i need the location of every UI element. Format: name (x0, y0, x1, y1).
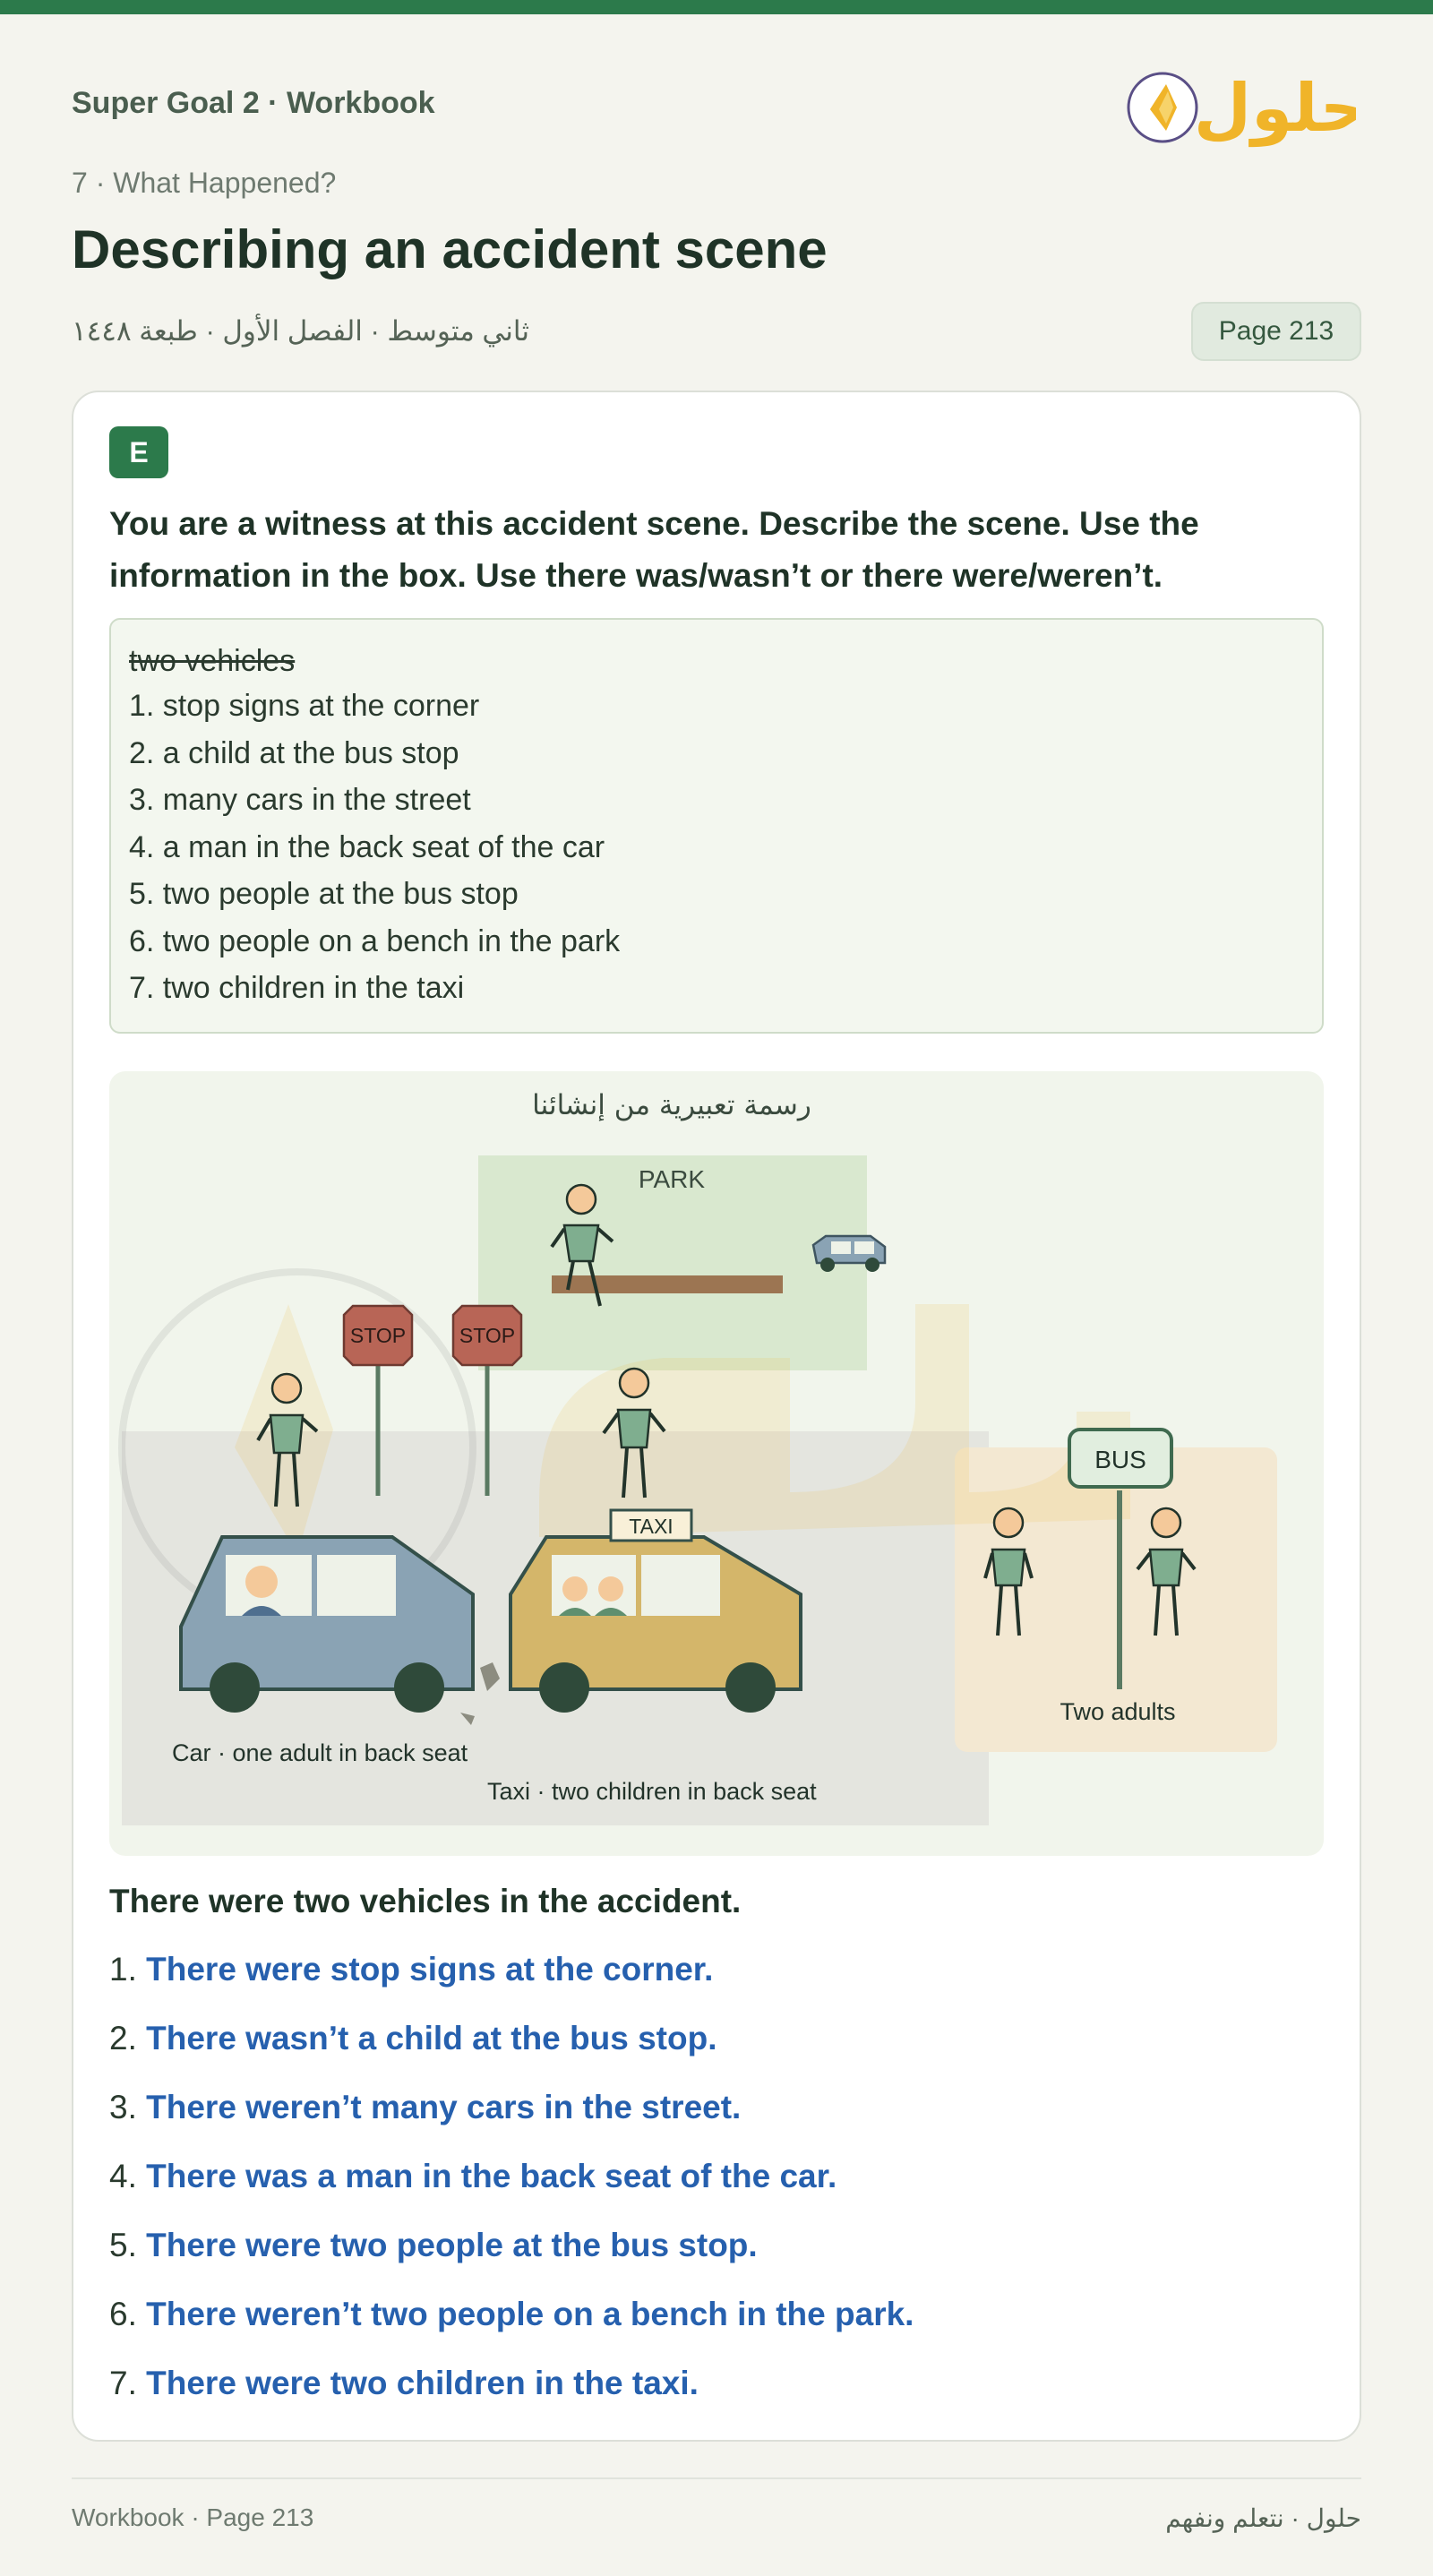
answer-number: 7. (109, 2365, 137, 2401)
answer-text: There were stop signs at the corner. (146, 1951, 714, 1988)
answer-number: 3. (109, 2089, 137, 2125)
answer-number: 5. (109, 2227, 137, 2263)
stop-sign-label: STOP (349, 1324, 407, 1347)
crossed-example-item: two vehicles (129, 644, 296, 678)
answer-text: There were two children in the taxi. (146, 2365, 699, 2401)
answer-line (109, 2142, 1327, 2211)
box-item: 4. a man in the back seat of the car (129, 829, 605, 864)
answer-line (109, 2280, 1327, 2348)
answer-line (109, 2073, 1327, 2142)
answer-sentences (109, 1868, 1327, 2417)
park-label: PARK (638, 1165, 706, 1193)
box-item: 6. two people on a bench in the park (129, 923, 621, 958)
exercise-instruction: You are a witness at this accident scene. Describe the scene. Use the information in the box. Use there was/wasn’t or there were/weren’t. (109, 505, 1199, 594)
box-item: 5. two people at the bus stop (129, 877, 519, 911)
answer-line (109, 2004, 1327, 2073)
box-item: 1. stop signs at the corner (129, 689, 480, 723)
arabic-subtitle: ثاني متوسط · الفصل الأول · طبعة ١٤٤٨ (72, 315, 529, 347)
accident-scene-illustration (109, 1071, 1324, 1856)
stop-sign-label: STOP (459, 1324, 516, 1347)
bus-sign-label: BUS (1094, 1446, 1146, 1473)
taxi-sign-label: TAXI (629, 1515, 674, 1538)
example-sentence: There were two vehicles in the accident. (109, 1883, 742, 1919)
bus-stop-caption: Two adults (1060, 1698, 1176, 1725)
car-caption: Car · one adult in back seat (172, 1739, 468, 1766)
answer-number: 2. (109, 2020, 137, 2057)
page-number-badge: Page 213 (1191, 302, 1361, 361)
car-passenger (245, 1566, 278, 1598)
answer-line (109, 2348, 1327, 2417)
exercise-letter-badge: E (109, 426, 168, 478)
answer-line (109, 2211, 1327, 2280)
book-title: Super Goal 2 · Workbook (72, 86, 435, 120)
answer-text: There were two people at the bus stop. (146, 2227, 758, 2263)
footer-divider (72, 2477, 1361, 2479)
taxi-caption: Taxi · two children in back seat (487, 1778, 817, 1805)
answer-text: There was a man in the back seat of the car. (146, 2158, 837, 2194)
answer-line (109, 1935, 1327, 2004)
footer-brand-tagline: حلول · نتعلم ونفهم (1165, 2504, 1361, 2532)
footer-page-label: Workbook · Page 213 (72, 2503, 314, 2531)
site-logo[interactable] (1123, 56, 1356, 154)
answer-text: There weren’t two people on a bench in the park. (146, 2296, 914, 2332)
box-item: 7. two children in the taxi (129, 971, 465, 1005)
top-accent-bar (0, 0, 1433, 14)
unit-label: 7 · What Happened? (72, 167, 337, 199)
taxi-child-passenger (562, 1576, 588, 1601)
park-bench (552, 1275, 783, 1293)
blue-car (181, 1537, 473, 1713)
exercise-card (72, 391, 1361, 2442)
answer-number: 4. (109, 2158, 137, 2194)
logo-text: حلول (1193, 70, 1356, 147)
answer-number: 6. (109, 2296, 137, 2332)
answer-text: There wasn’t a child at the bus stop. (146, 2020, 717, 2057)
box-item: 3. many cars in the street (129, 783, 471, 817)
information-box (109, 618, 1324, 1034)
illustration-caption: رسمة تعبيرية من إنشائنا (532, 1089, 811, 1121)
answer-text: There weren’t many cars in the street. (146, 2089, 742, 2125)
answer-number: 1. (109, 1951, 137, 1988)
page-title: Describing an accident scene (72, 219, 828, 279)
taxi-child-passenger (598, 1576, 623, 1601)
box-item: 2. a child at the bus stop (129, 735, 459, 770)
